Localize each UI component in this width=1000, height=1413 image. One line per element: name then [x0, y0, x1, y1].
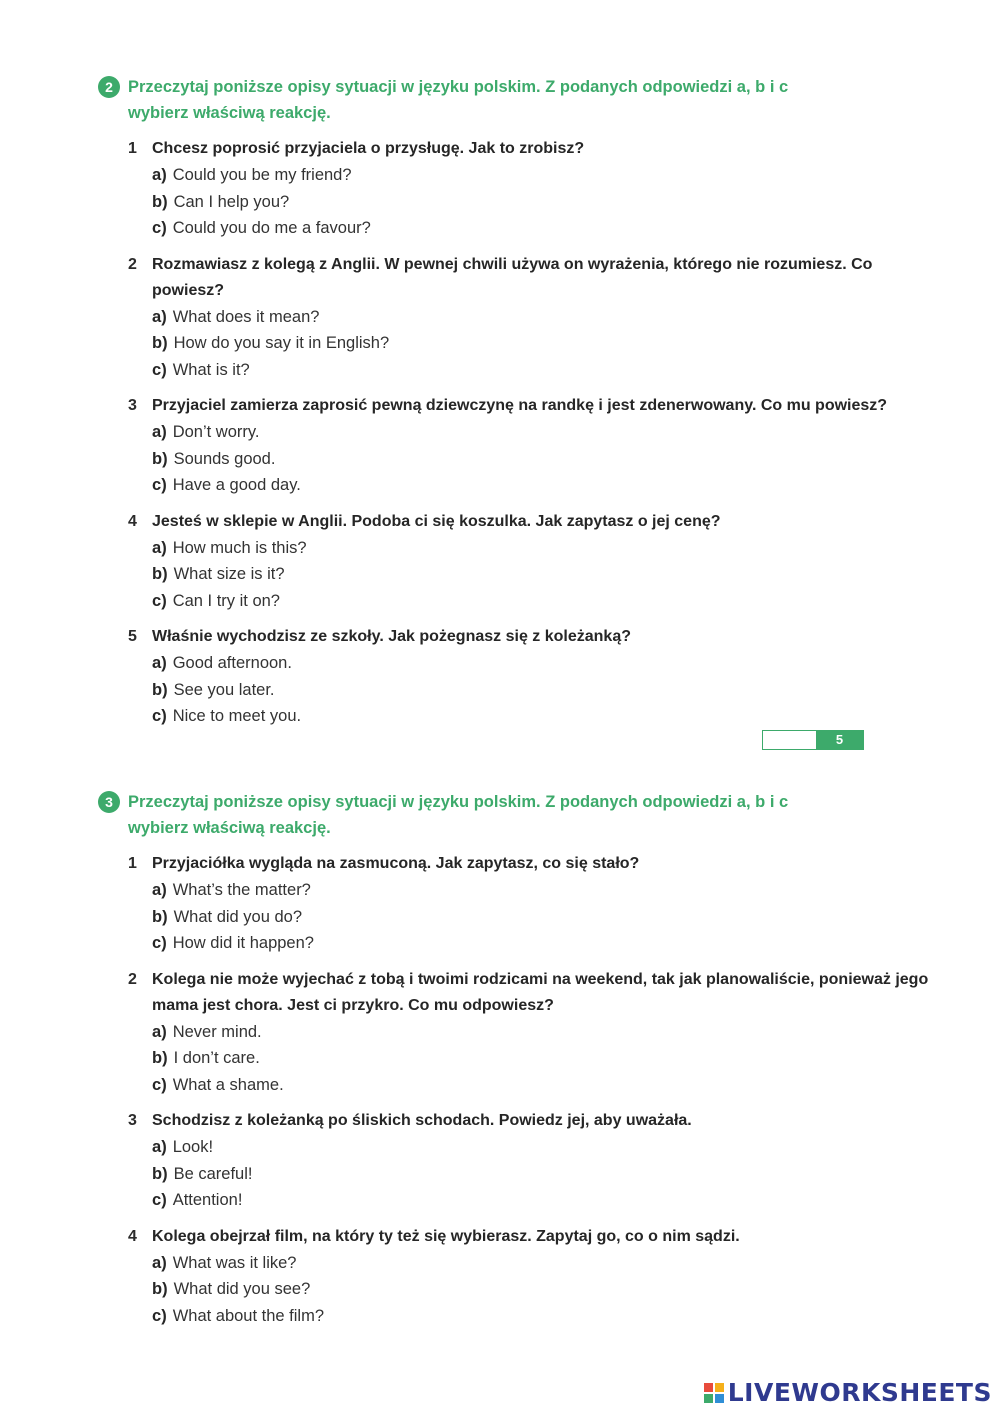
answer-option[interactable]	[128, 677, 938, 704]
option-letter: a )	[152, 166, 167, 184]
answer-option[interactable]	[128, 1250, 938, 1277]
option-text: What size is it?	[173, 565, 285, 583]
answer-option[interactable]	[128, 1045, 938, 1072]
option-letter: a )	[152, 881, 167, 899]
question-number: 5	[128, 628, 137, 645]
liveworksheets-logo	[704, 1378, 992, 1407]
answer-option[interactable]	[128, 1276, 938, 1303]
exercise-instruction: Przeczytaj poniższe opisy sytuacji w języku polskim. Z podanych odpowiedzi a, b i c wybierz właściwą reakcję.	[128, 78, 789, 122]
option-letter: b )	[152, 681, 168, 699]
question-number: 3	[128, 397, 137, 414]
option-text: Don’t worry.	[172, 423, 260, 441]
exercise-2	[98, 74, 938, 730]
answer-option[interactable]	[128, 162, 938, 189]
question-text: Kolega nie może wyjechać z tobą i twoimi rodzicami na weekend, tak jak planowaliście, ponieważ jego mama jest chora. Jest ci przykro. Co mu odpowiesz?	[152, 970, 929, 1014]
option-text: Good afternoon.	[172, 654, 292, 672]
question	[128, 1224, 938, 1330]
option-letter: a )	[152, 308, 167, 326]
question-line	[128, 624, 938, 650]
answer-option[interactable]	[128, 877, 938, 904]
question	[128, 509, 938, 615]
option-letter: b )	[152, 565, 168, 583]
answer-option[interactable]	[128, 1072, 938, 1099]
option-text: Look!	[172, 1138, 214, 1156]
answer-option[interactable]	[128, 703, 938, 730]
option-text: How much is this?	[172, 538, 307, 557]
logo-grid-icon	[704, 1383, 724, 1403]
question	[128, 967, 938, 1099]
option-letter: b )	[152, 1165, 168, 1183]
option-letter: c )	[152, 1191, 167, 1209]
option-letter: c )	[152, 219, 167, 237]
option-text: Attention!	[172, 1191, 243, 1209]
option-text: Never mind.	[172, 1022, 262, 1041]
exercise-3	[98, 789, 938, 1329]
answer-option[interactable]	[128, 930, 938, 957]
question	[128, 136, 938, 242]
option-letter: b )	[152, 334, 168, 352]
question-text: Właśnie wychodzisz ze szkoły. Jak pożegnasz się z koleżanką?	[152, 628, 631, 645]
question-text: Rozmawiasz z kolegą z Anglii. W pewnej chwili używa on wyrażenia, którego nie rozumiesz. Co powiesz?	[152, 255, 873, 299]
question	[128, 393, 938, 499]
answer-option[interactable]	[128, 419, 938, 446]
question-number: 4	[128, 1227, 137, 1245]
option-text: What was it like?	[172, 1253, 297, 1272]
option-letter: a )	[152, 1138, 167, 1156]
question-text: Chcesz poprosić przyjaciela o przysługę. Jak to zrobisz?	[152, 140, 585, 157]
question	[128, 624, 938, 730]
logo-square	[704, 1383, 713, 1392]
option-letter: b )	[152, 1049, 168, 1067]
exercise-instruction: Przeczytaj poniższe opisy sytuacji w języku polskim. Z podanych odpowiedzi a, b i c wybierz właściwą reakcję.	[128, 793, 789, 837]
question-line	[128, 967, 938, 1019]
option-letter: a )	[152, 654, 167, 672]
option-text: Could you be my friend?	[172, 166, 352, 184]
question	[128, 1108, 938, 1214]
option-text: See you later.	[173, 680, 275, 699]
option-text: I don’t care.	[173, 1049, 260, 1067]
question-text: Jesteś w sklepie w Anglii. Podoba ci się koszulka. Jak zapytasz o jej cenę?	[152, 512, 721, 530]
question-line	[128, 1224, 938, 1250]
question-text: Schodzisz z koleżanką po śliskich schodach. Powiedz jej, aby uważała.	[152, 1112, 692, 1129]
answer-option[interactable]	[128, 215, 938, 242]
option-text: Can I try it on?	[172, 591, 280, 610]
question-line	[128, 1108, 938, 1134]
option-text: What’s the matter?	[172, 881, 311, 899]
answer-option[interactable]	[128, 189, 938, 216]
question-line	[128, 851, 938, 877]
option-letter: c )	[152, 592, 167, 610]
option-letter: c )	[152, 1307, 167, 1325]
option-letter: b )	[152, 450, 168, 468]
option-text: Sounds good.	[173, 449, 276, 468]
answer-option[interactable]	[128, 330, 938, 357]
option-text: What does it mean?	[172, 307, 320, 326]
option-letter: b )	[152, 193, 168, 211]
option-letter: c )	[152, 1076, 167, 1094]
option-letter: a )	[152, 539, 167, 557]
question	[128, 252, 938, 384]
exercise-3-header	[98, 789, 938, 841]
answer-option[interactable]	[128, 304, 938, 331]
answer-option[interactable]	[128, 904, 938, 931]
question-line	[128, 509, 938, 535]
exercise-2-header	[98, 74, 938, 126]
answer-option[interactable]	[128, 357, 938, 384]
option-text: How do you say it in English?	[173, 334, 390, 352]
option-text: What did you do?	[173, 907, 303, 926]
option-letter: b )	[152, 1280, 168, 1298]
question-number: 4	[128, 512, 137, 530]
question-line	[128, 252, 938, 304]
question-text: Przyjaciel zamierza zaprosić pewną dziewczynę na randkę i jest zdenerwowany. Co mu powiesz?	[152, 397, 888, 414]
option-text: Could you do me a favour?	[172, 219, 371, 237]
logo-square	[715, 1394, 724, 1403]
question-number: 2	[128, 970, 137, 988]
option-text: What about the film?	[172, 1306, 325, 1325]
exercise-number-badge: 2	[98, 76, 120, 98]
logo-square	[704, 1394, 713, 1403]
option-letter: a )	[152, 423, 167, 441]
option-letter: c )	[152, 361, 167, 379]
option-letter: a )	[152, 1023, 167, 1041]
question-line	[128, 393, 938, 419]
option-letter: c )	[152, 934, 167, 952]
option-letter: a )	[152, 1254, 167, 1272]
option-text: Have a good day.	[172, 476, 301, 494]
question-text: Przyjaciółka wygląda na zasmuconą. Jak zapytasz, co się stało?	[152, 855, 640, 872]
option-text: How did it happen?	[172, 934, 314, 952]
logo-square	[715, 1383, 724, 1392]
option-letter: c )	[152, 476, 167, 494]
question-number: 1	[128, 855, 137, 872]
question-text: Kolega obejrzał film, na który ty też się wybierasz. Zapytaj go, co o nim sądzi.	[152, 1227, 740, 1245]
question	[128, 851, 938, 957]
logo-text: LIVEWORKSHEETS	[727, 1378, 992, 1407]
answer-option[interactable]	[128, 472, 938, 499]
score-total: 5	[816, 731, 863, 749]
question-number: 1	[128, 140, 137, 157]
option-letter: c )	[152, 707, 167, 725]
answer-option[interactable]	[128, 1134, 938, 1161]
option-text: Nice to meet you.	[172, 707, 302, 725]
answer-option[interactable]	[128, 535, 938, 562]
option-text: What did you see?	[173, 1280, 311, 1298]
answer-option[interactable]	[128, 1187, 938, 1214]
question-line	[128, 136, 938, 162]
answer-option[interactable]	[128, 446, 938, 473]
answer-option[interactable]	[128, 1019, 938, 1046]
answer-option[interactable]	[128, 1161, 938, 1188]
answer-option[interactable]	[128, 588, 938, 615]
option-text: Can I help you?	[173, 192, 290, 211]
answer-option[interactable]	[128, 1303, 938, 1330]
answer-option[interactable]	[128, 650, 938, 677]
question-number: 2	[128, 255, 137, 273]
answer-option[interactable]	[128, 561, 938, 588]
option-text: What is it?	[172, 360, 250, 379]
option-text: What a shame.	[172, 1075, 284, 1094]
option-letter: b )	[152, 908, 168, 926]
question-number: 3	[128, 1112, 137, 1129]
exercise-number-badge: 3	[98, 791, 120, 813]
score-box	[762, 730, 864, 750]
option-text: Be careful!	[173, 1164, 253, 1183]
